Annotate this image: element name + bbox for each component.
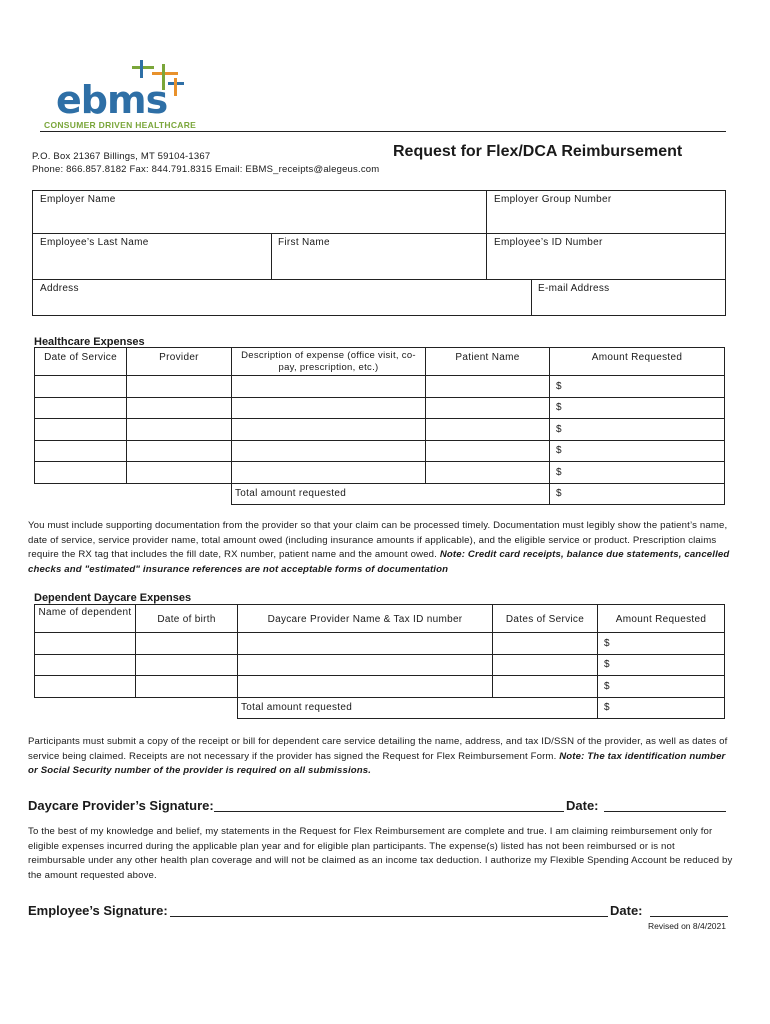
note-text: You must include supporting documentation from the provider so that your claim can be processed timely. Documentation must legibly show the patient’s name, date of service, service provider name, total amount owed (including insurance amounts if applicable), and the eligible service or product. Prescription claims require the RX tag that includes the fill date, RX number, patient name and the amount owed. [28,520,728,560]
employee-date-line[interactable] [650,916,728,917]
table-row[interactable] [35,462,725,484]
amount-cell[interactable]: $ [550,462,725,484]
employer-name-field[interactable]: Employer Name [40,194,116,205]
provider-signature-label: Daycare Provider’s Signature: [28,798,214,813]
employee-signature-line[interactable] [170,916,608,917]
table-row[interactable] [35,654,725,676]
revision-date: Revised on 8/4/2021 [648,921,726,931]
amount-cell[interactable]: $ [550,440,725,462]
healthcare-heading: Healthcare Expenses [34,336,145,348]
divider [531,279,532,316]
table-row[interactable] [35,676,725,698]
table-row[interactable] [35,397,725,419]
healthcare-total-label: Total amount requested [232,483,550,505]
col-daycare-provider: Daycare Provider Name & Tax ID number [238,605,493,633]
header-divider [40,131,726,132]
healthcare-documentation-note [28,519,732,577]
note-bold: Note: The tax identification number or Social Security number of the provider is required on all submissions. [28,750,726,776]
col-provider: Provider [127,348,232,376]
note-bold: Note: Credit card receipts, balance due statements, cancelled checks and "estimated" insurance references are not acceptable forms of documentation [28,549,730,575]
first-name-field[interactable]: First Name [278,237,330,248]
col-dependent-name: Name of dependent [35,605,136,633]
table-row[interactable] [35,633,725,655]
divider [486,190,487,234]
email-field[interactable]: E-mail Address [538,283,610,294]
amount-cell[interactable]: $ [550,376,725,398]
employer-group-number-field[interactable]: Employer Group Number [494,194,612,205]
table-row[interactable] [35,440,725,462]
provider-date-label: Date: [566,798,599,813]
daycare-table [34,604,725,719]
daycare-total-amount[interactable]: $ [598,697,725,719]
provider-date-line[interactable] [604,811,726,812]
col-patient-name: Patient Name [426,348,550,376]
employee-info-row3 [32,279,726,316]
table-row[interactable] [35,376,725,398]
daycare-documentation-note [28,735,732,779]
amount-cell[interactable]: $ [598,633,725,655]
daycare-heading: Dependent Daycare Expenses [34,592,192,604]
healthcare-total-amount[interactable]: $ [550,483,725,505]
logo-wordmark: ebms [56,78,168,122]
logo-tagline: CONSUMER DRIVEN HEALTHCARE [44,120,197,130]
col-date-of-birth: Date of birth [136,605,238,633]
attestation-text: To the best of my knowledge and belief, my statements in the Request for Flex Reimbursement are complete and true. I am claiming reimbursement only for eligible expenses incurred during the applicable plan year and for eligible plan participants. The expense(s) listed has not been reimbursed or is not reimbursable under any other health plan coverage and will not be claimed as an income tax deduction. I authorize my Flexible Spending Account be reduced by the amount requested above. [28,826,733,881]
col-dates-of-service: Dates of Service [493,605,598,633]
address-field[interactable]: Address [40,283,79,294]
divider [486,233,487,280]
page-title: Request for Flex/DCA Reimbursement [393,143,683,160]
note-text: Participants must submit a copy of the receipt or bill for dependent care service detailing the name, address, and tax ID/SSN of the provider, as well as dates of service being claimed. Receipts are not necessary if the provider has signed the Request for Flex Reimbursement Form. [28,736,728,762]
amount-cell[interactable]: $ [550,419,725,441]
col-date-of-service: Date of Service [35,348,127,376]
amount-cell[interactable]: $ [598,676,725,698]
mailing-address: P.O. Box 21367 Billings, MT 59104-1367 [32,151,211,162]
employee-signature-label: Employee’s Signature: [28,903,168,918]
table-row[interactable] [35,419,725,441]
amount-cell[interactable]: $ [598,654,725,676]
col-amount-requested: Amount Requested [550,348,725,376]
col-amount-requested: Amount Requested [598,605,725,633]
employee-info-row1 [32,190,726,234]
daycare-total-label: Total amount requested [238,697,598,719]
healthcare-table [34,347,725,505]
employee-id-field[interactable]: Employee’s ID Number [494,237,603,248]
last-name-field[interactable]: Employee’s Last Name [40,237,149,248]
divider [271,233,272,280]
contact-info: Phone: 866.857.8182 Fax: 844.791.8315 Email: EBMS_receipts@alegeus.com [32,164,380,175]
amount-cell[interactable]: $ [550,397,725,419]
provider-signature-line[interactable] [214,811,564,812]
col-description: Description of expense (office visit, co-pay, prescription, etc.) [232,348,426,376]
employee-date-label: Date: [610,903,643,918]
